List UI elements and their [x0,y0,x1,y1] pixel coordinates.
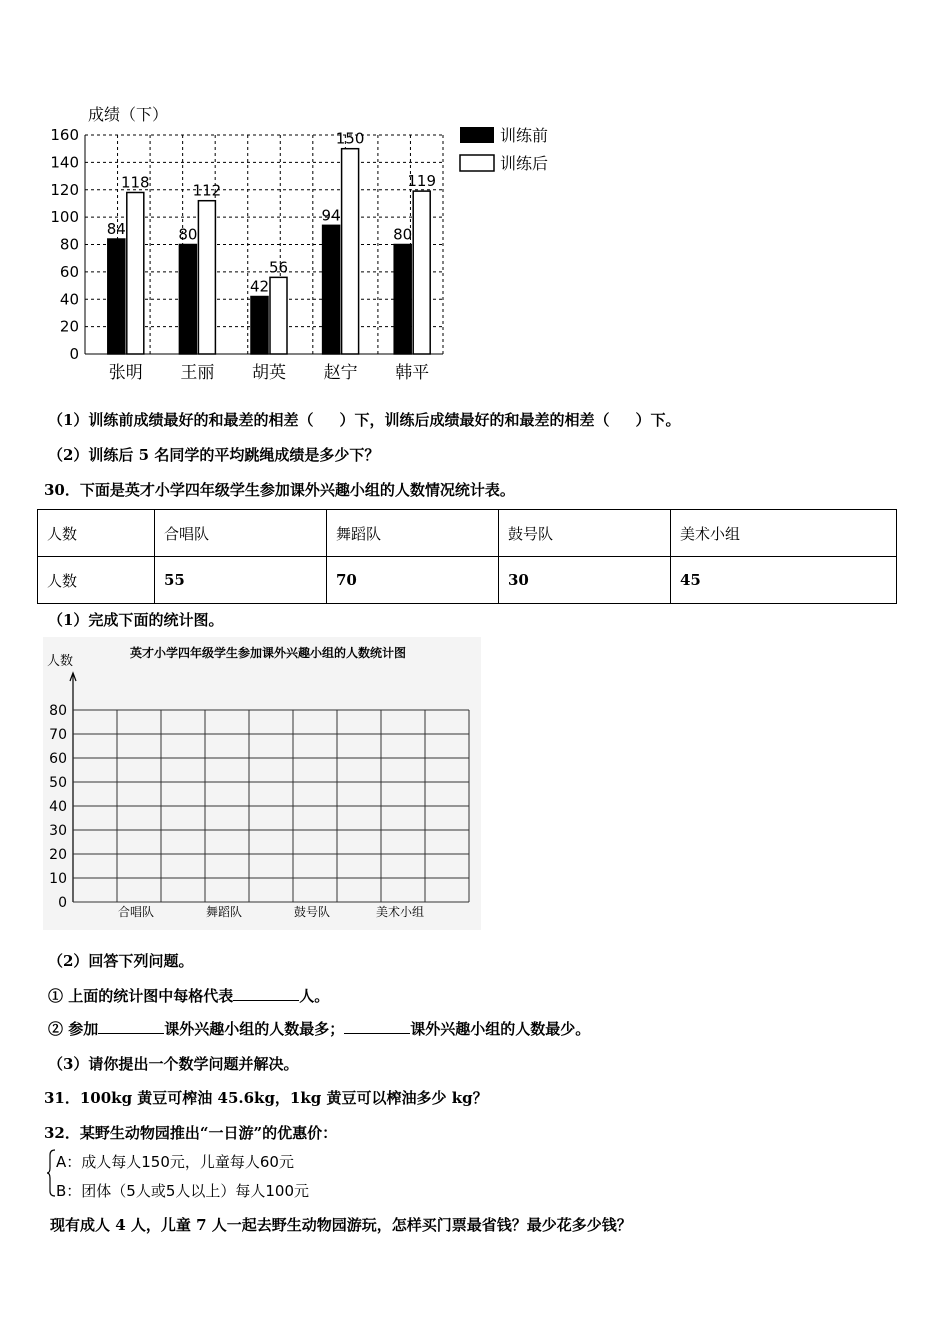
chart1-legend [460,126,548,173]
table-cell: 人数 [38,510,155,557]
y-tick-label: 20 [59,317,79,336]
bar [323,225,340,354]
bar [270,277,287,354]
table-header-row [38,510,897,557]
bar-value-label: 118 [120,173,150,192]
question-30-2: （2）回答下列问题。 [48,952,194,970]
category-label: 胡英 [252,363,286,383]
bar-value-label: 42 [249,277,270,296]
table-cell: 人数 [38,557,155,604]
y-tick-label: 60 [49,751,67,767]
bar-value-label: 80 [393,225,413,244]
bar-value-label: 112 [192,181,222,200]
category-label: 王丽 [180,363,215,383]
table-cell: 舞蹈队 [327,510,499,557]
legend-swatch-before [460,127,494,143]
y-tick-label: 10 [49,871,67,887]
bar-value-label: 150 [335,129,365,148]
chart1-y-axis-label: 成绩（下） [88,105,169,124]
q30-2b-text-b: 课外兴趣小组的人数最多； [164,1020,345,1038]
table-cell: 45 [671,557,897,604]
chart1-bars [107,130,436,354]
chart1-category-labels [109,363,429,383]
question-30-3: （3）请你提出一个数学问题并解决。 [48,1055,299,1073]
question-32-text: 现有成人 4 人，儿童 7 人一起去野生动物园游玩，怎样买门票最省钱？最少花多少钱？ [50,1216,632,1234]
y-tick-label: 80 [49,703,67,719]
answer-blank-least[interactable] [344,1019,410,1034]
bar [108,239,125,354]
score-bar-chart [40,95,570,390]
y-tick-label: 70 [49,727,67,743]
y-tick-label: 100 [50,208,79,227]
category-label: 舞蹈队 [205,905,243,919]
question-29-2: （2）训练后 5 名同学的平均跳绳成绩是多少下？ [48,446,380,464]
category-label: 韩平 [395,363,430,383]
table-cell: 55 [155,557,327,604]
y-tick-label: 50 [49,775,67,791]
category-label: 美术小组 [375,905,425,919]
legend-swatch-after [460,155,494,171]
q30-2a-text-b: 人。 [299,987,330,1005]
q29-1-text-c: ）下。 [635,411,681,429]
category-label: 张明 [108,363,143,383]
bar-value-label: 94 [321,206,341,225]
q30-2b-text-c: 课外兴趣小组的人数最少。 [410,1020,591,1038]
option-b: B：团体（5人或5人以上）每人100元 [56,1182,310,1200]
table-row [38,557,897,604]
question-30-2b [48,1018,590,1039]
option-a: A：成人每人150元，儿童每人60元 [56,1153,294,1171]
question-32: 32．某野生动物园推出“一日游”的优惠价： [44,1124,338,1142]
y-tick-label: 60 [59,262,79,281]
bar-value-label: 119 [407,172,437,191]
table-cell: 美术小组 [671,510,897,557]
question-30: 30．下面是英才小学四年级学生参加课外兴趣小组的人数情况统计表。 [44,481,515,499]
bar [179,245,196,355]
chart2-background [43,637,481,930]
chart2-y-ticks [49,703,67,911]
table-cell: 70 [327,557,499,604]
chart1-y-ticks [50,126,79,363]
table-cell: 鼓号队 [499,510,671,557]
question-29-1 [48,409,680,430]
category-label: 赵宁 [323,363,358,383]
bar-value-label: 84 [106,220,126,239]
bar [198,201,215,354]
q30-2a-text-a: ① 上面的统计图中每格代表 [48,987,234,1005]
y-tick-label: 80 [59,235,79,254]
y-tick-label: 0 [69,345,79,363]
table-cell: 30 [499,557,671,604]
y-tick-label: 40 [49,799,67,815]
bar-value-label: 56 [268,258,289,277]
question-30-1: （1）完成下面的统计图。 [48,611,224,629]
question-30-2a [48,985,329,1006]
legend-label-before: 训练前 [500,126,549,145]
bar [127,192,144,354]
chart2-title: 英才小学四年级学生参加课外兴趣小组的人数统计图 [129,646,407,660]
y-tick-label: 140 [50,153,79,172]
chart2-y-axis-label: 人数 [47,654,74,669]
interest-group-blank-chart[interactable] [43,637,481,930]
y-tick-label: 0 [58,895,67,911]
bar [342,149,359,354]
legend-label-after: 训练后 [500,154,549,173]
y-tick-label: 40 [59,290,79,309]
y-tick-label: 160 [50,126,79,144]
bar [413,191,430,354]
q30-2b-text-a: ② 参加 [48,1020,99,1038]
q29-1-text-a: （1）训练前成绩最好的和最差的相差（ [48,411,314,429]
answer-blank-per-cell[interactable] [233,986,299,1001]
bar [394,245,411,355]
answer-blank-most[interactable] [98,1019,164,1034]
category-label: 合唱队 [117,905,155,919]
bar [251,297,268,354]
table-cell: 合唱队 [155,510,327,557]
question-31: 31．100kg 黄豆可榨油 45.6kg，1kg 黄豆可以榨油多少 kg？ [44,1089,488,1107]
bar-value-label: 80 [178,225,198,244]
y-tick-label: 120 [50,180,79,199]
y-tick-label: 30 [49,823,67,839]
interest-group-table [37,509,897,604]
y-tick-label: 20 [49,847,67,863]
category-label: 鼓号队 [293,905,331,919]
q29-1-text-b: ）下，训练后成绩最好的和最差的相差（ [339,411,610,429]
